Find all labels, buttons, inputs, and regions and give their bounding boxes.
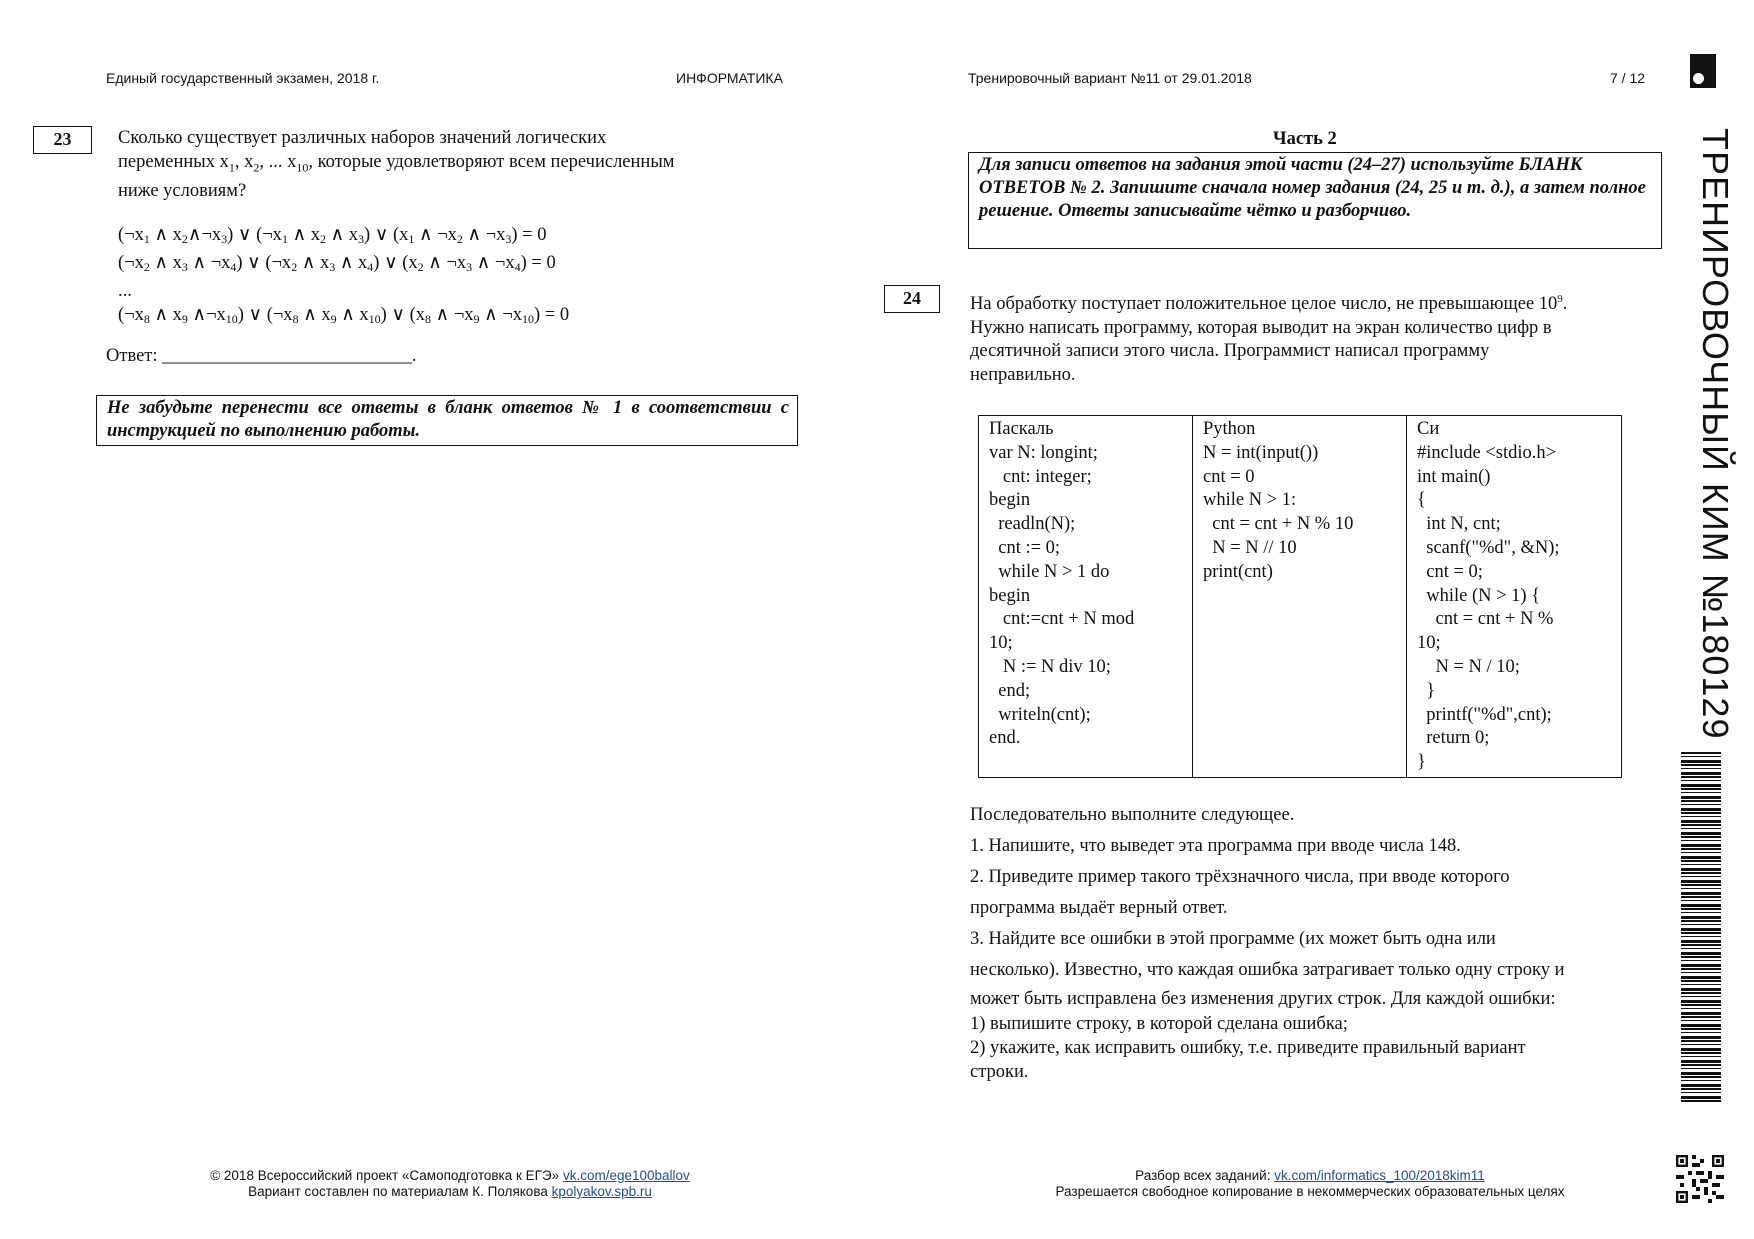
- code-line: #include <stdio.h>: [1417, 442, 1557, 463]
- code-line: N = N // 10: [1203, 537, 1297, 558]
- code-line: scanf("%d", &N);: [1417, 537, 1560, 558]
- code-line: begin: [989, 490, 1031, 511]
- footer-right: Разбор всех заданий: vk.com/informatics_100/2018kim11 Разрешается свободное копирование в некоммерческих образовательных целях: [1055, 1168, 1565, 1199]
- code-line: writeln(cnt);: [989, 704, 1091, 725]
- code-line: {: [1417, 490, 1426, 511]
- code-line: while N > 1:: [1203, 490, 1297, 511]
- footer-link-analysis[interactable]: vk.com/informatics_100/2018kim11: [1274, 1168, 1485, 1183]
- footer-left: © 2018 Всероссийский проект «Самоподготовка к ЕГЭ» vk.com/ege100ballov Вариант составлен по материалам К. Полякова kpolyakov.spb.ru: [210, 1168, 690, 1199]
- code-line: end.: [989, 728, 1021, 749]
- step-3-cont: может быть исправлена без изменения других строк. Для каждой ошибки:: [970, 989, 1556, 1009]
- step-3-cont: несколько). Известно, что каждая ошибка затрагивает только одну строку и: [970, 960, 1565, 980]
- header-subject: ИНФОРМАТИКА: [676, 70, 783, 86]
- task-24-intro: На обработку поступает положительное целое число, не превышающее $10^9$. Нужно написать программу, которая выводит на экран количество цифр в десятичной записи этого числа. Программист написал программу неправильно.: [970, 293, 1568, 385]
- code-line: cnt = 0: [1203, 466, 1255, 487]
- code-line: cnt = cnt + N %: [1417, 609, 1554, 630]
- code-line: while N > 1 do: [989, 561, 1110, 582]
- header-page-number: 7 / 12: [1610, 70, 1646, 86]
- footer-link-polyakov[interactable]: kpolyakov.spb.ru: [551, 1184, 652, 1199]
- vertical-kim-title: ТРЕНИРОВОЧНЫЙ КИМ №180129: [1695, 128, 1736, 740]
- python-code-cell: [1193, 416, 1407, 778]
- code-line: print(cnt): [1203, 561, 1273, 582]
- c-code-cell: [1407, 416, 1622, 778]
- pascal-code-cell: [979, 416, 1193, 778]
- footer-link-vk[interactable]: vk.com/ege100ballov: [562, 1168, 690, 1183]
- task-23-answer-line: Ответ: ___________________________.: [106, 346, 417, 366]
- code-line: 10;: [989, 633, 1013, 654]
- header-variant: Тренировочный вариант №11 от 29.01.2018: [968, 70, 1252, 86]
- code-line: end;: [989, 680, 1031, 701]
- step-3-sub-2: 2) укажите, как исправить ошибку, т.е. приведите правильный вариант: [970, 1038, 1526, 1058]
- reminder-box: Не забудьте перенести все ответы в бланк ответов № 1 в соответствии с инструкцией по выполнению работы.: [96, 395, 798, 446]
- part-2-instructions: Для записи ответов на задания этой части (24–27) используйте БЛАНК ОТВЕТОВ № 2. Запишите сначала номер задания (24, 25 и т. д.), а затем полное решение. Ответы записывайте чётко и разборчиво.: [968, 152, 1662, 249]
- step-2: 2. Приведите пример такого трёхзначного числа, при вводе которого: [970, 867, 1510, 887]
- task-23-equations: ($\neg x_1$ ∧ $x_2\wedge\neg x_3$) ∨ ($\neg x_1$ ∧ $x_2$ ∧ $x_3$) ∨ ($x_1$ ∧ $\neg x_2$ ∧ $\neg x_3) = 0$ ($\neg x_2$ ∧ $x_3$ ∧ $\neg x_4$) ∨ ($\neg x_2$ ∧ $x_3$ ∧ $x_4$) ∨ ($x_2$ ∧ $\neg x_3$ ∧ $\neg x_4) = 0$ ... ($\neg x_8$ ∧ $x_9$ $\wedge\neg x_{10}$) ∨ ($\neg x_8$ ∧ $x_9$ ∧ $x_{10}$) ∨ ($x_8$ ∧ $\neg x_9$ ∧ $\neg x_{10}) = 0$: [118, 225, 570, 326]
- part-2-title: Часть 2: [1273, 129, 1337, 149]
- code-line: }: [1417, 680, 1436, 701]
- code-line: }: [1417, 752, 1426, 773]
- code-line: cnt = 0;: [1417, 561, 1483, 582]
- code-line: var N: longint;: [989, 442, 1098, 463]
- code-line: readln(N);: [989, 514, 1076, 535]
- code-line: cnt:=cnt + N mod: [989, 609, 1135, 630]
- step-intro: Последовательно выполните следующее.: [970, 805, 1295, 825]
- python-header: Python: [1203, 419, 1256, 439]
- step-3-sub-1: 1) выпишите строку, в которой сделана ошибка;: [970, 1014, 1348, 1034]
- code-table: [978, 415, 1622, 778]
- c-header: Си: [1417, 419, 1440, 439]
- code-line: N = N / 10;: [1417, 656, 1520, 677]
- step-3: 3. Найдите все ошибки в этой программе (их может быть одна или: [970, 929, 1496, 949]
- code-line: cnt := 0;: [989, 537, 1061, 558]
- task-23-number: 23: [33, 126, 92, 154]
- step-1: 1. Напишите, что выведет эта программа при вводе числа 148.: [970, 836, 1461, 856]
- code-line: while (N > 1) {: [1417, 585, 1541, 606]
- code-line: N = int(input()): [1203, 442, 1319, 463]
- corner-marker-icon: [1690, 54, 1716, 88]
- step-2-cont: программа выдаёт верный ответ.: [970, 898, 1228, 918]
- code-line: cnt = cnt + N % 10: [1203, 514, 1354, 535]
- code-line: return 0;: [1417, 728, 1490, 749]
- task-24-number: 24: [884, 285, 940, 313]
- code-line: int N, cnt;: [1417, 514, 1501, 535]
- code-line: cnt: integer;: [989, 466, 1092, 487]
- code-line: N := N div 10;: [989, 656, 1111, 677]
- pascal-header: Паскаль: [989, 419, 1054, 439]
- header-exam-title: Единый государственный экзамен, 2018 г.: [106, 70, 380, 86]
- task-24-steps: [970, 800, 1670, 1084]
- task-23-question: Сколько существует различных наборов значений логических переменных $x_1$, $x_2$, ... $x_{10}$, которые удовлетворяют всем перечисленным ниже условиям?: [118, 128, 675, 201]
- code-line: 10;: [1417, 633, 1441, 654]
- code-line: printf("%d",cnt);: [1417, 704, 1552, 725]
- code-line: int main(): [1417, 466, 1491, 487]
- barcode-icon: [1681, 752, 1721, 1102]
- step-3-sub-2-cont: строки.: [970, 1062, 1029, 1082]
- code-line: begin: [989, 585, 1031, 606]
- qr-code-icon: [1676, 1155, 1724, 1203]
